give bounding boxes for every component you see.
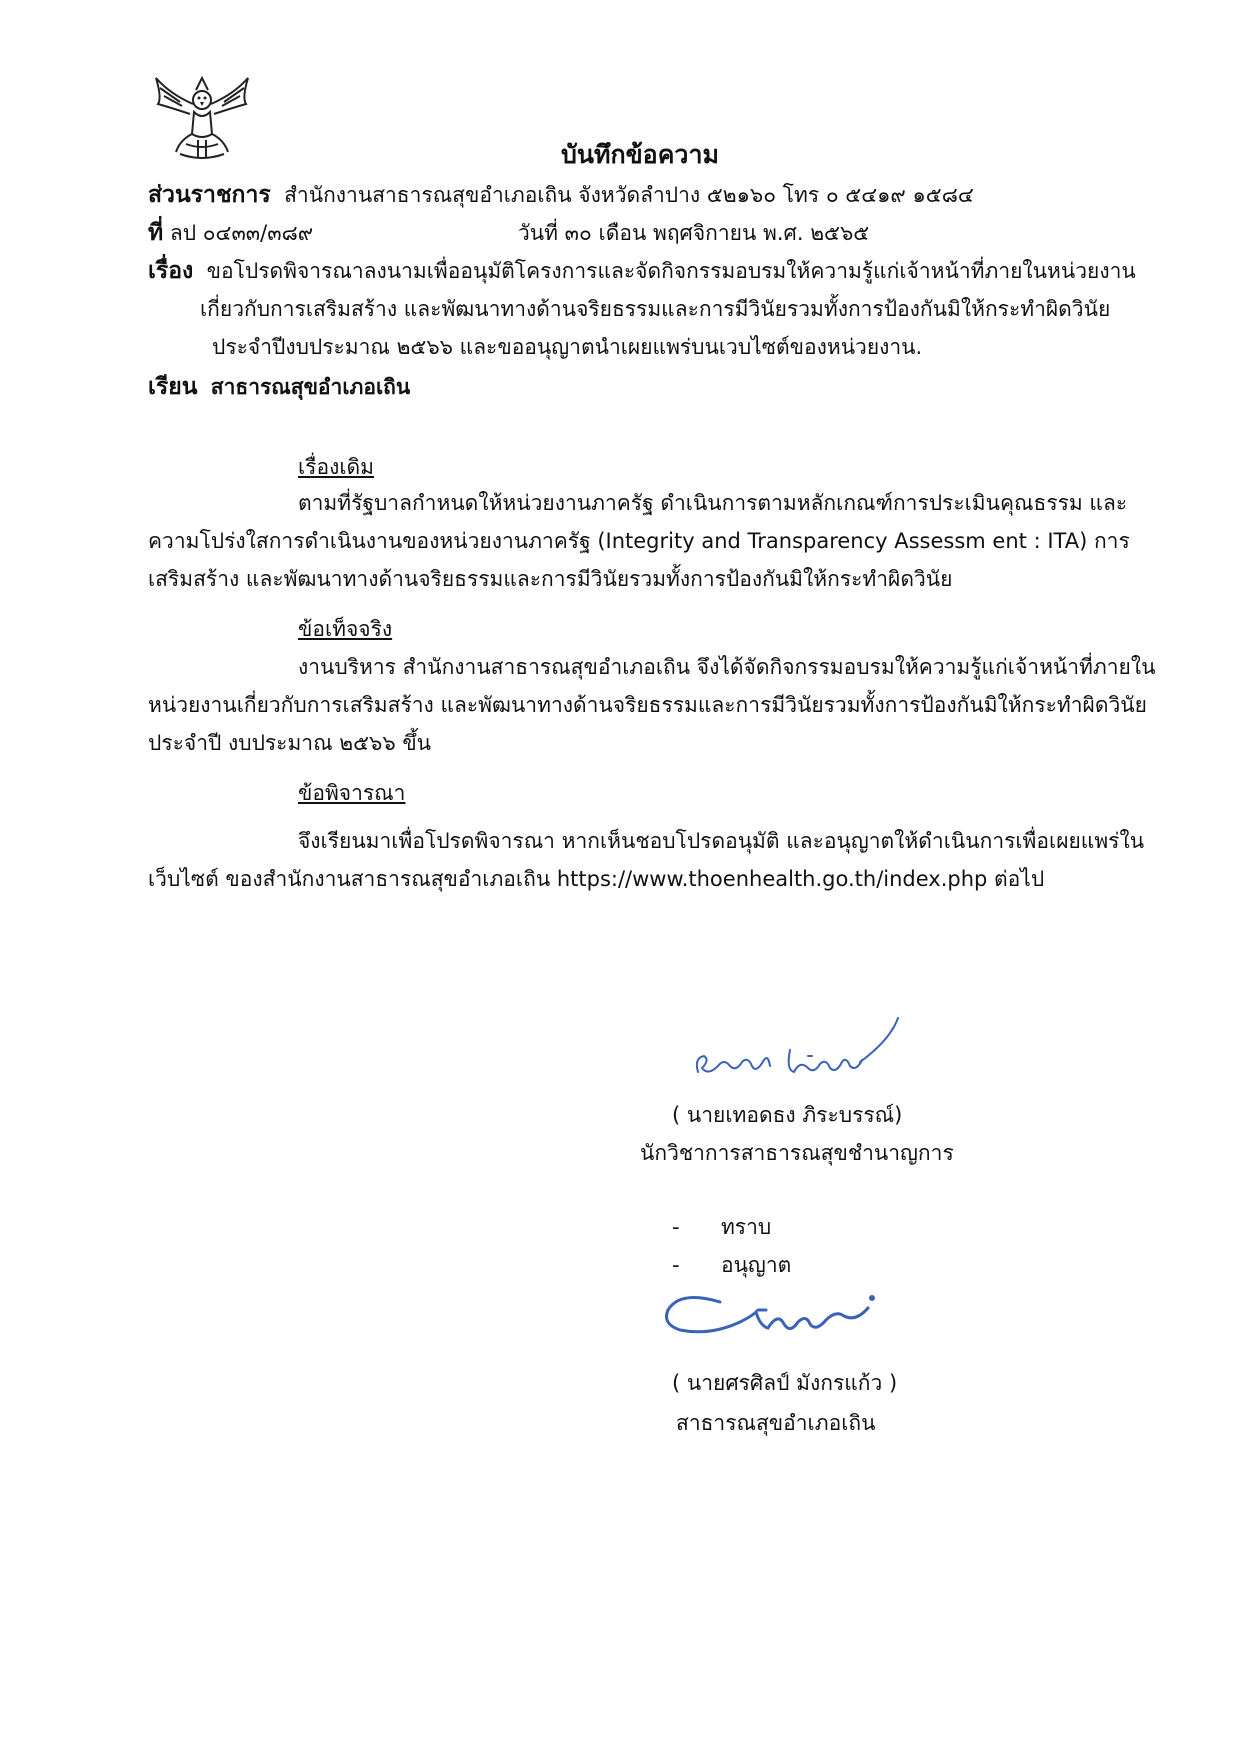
signer-2-name: ( นายศรศิลป์ มังกรแก้ว ) xyxy=(672,1371,898,1395)
facts-line-1: งานบริหาร สำนักงานสาธารณสุขอำเภอเถิน จึงได้จัดกิจกรรมอบรมให้ความรู้แก่เจ้าหน้าที่ภายใน xyxy=(298,655,1156,679)
org-line xyxy=(148,180,974,210)
memo-title: บันทึกข้อความ xyxy=(561,140,719,169)
approval-text: ทราบ xyxy=(720,1215,772,1239)
background-heading: เรื่องเดิม xyxy=(298,455,374,479)
date-value: วันที่ ๓๐ เดือน พฤศจิกายน พ.ศ. ๒๕๖๕ xyxy=(518,221,870,245)
org-value: สำนักงานสาธารณสุขอำเภอเถิน จังหวัดลำปาง ๕๒๑๖๐ โทร ๐ ๕๔๑๙ ๑๕๘๔ xyxy=(284,183,974,207)
subject-text-1: ขอโปรดพิจารณาลงนามเพื่ออนุมัติโครงการและจัดกิจกรรมอบรมให้ความรู้แก่เจ้าหน้าที่ภายในหน่วยงาน xyxy=(206,259,1136,283)
subject-line-1 xyxy=(148,256,1136,286)
consideration-line-1: จึงเรียนมาเพื่อโปรดพิจารณา หากเห็นชอบโปรดอนุมัติ และอนุญาตให้ดำเนินการเพื่อเผยแพร่ใน xyxy=(298,829,1145,853)
facts-heading: ข้อเท็จจริง xyxy=(298,617,393,641)
ref-label: ที่ xyxy=(148,220,164,246)
subject-text-2: เกี่ยวกับการเสริมสร้าง และพัฒนาทางด้านจริยธรรมและการมีวินัยรวมทั้งการป้องกันมิให้กระทำผิดวินัย xyxy=(200,297,1111,321)
consideration-heading: ข้อพิจารณา xyxy=(298,781,406,805)
to-line xyxy=(148,372,410,402)
subject-label: เรื่อง xyxy=(148,258,194,284)
org-label: ส่วนราชการ xyxy=(148,182,271,208)
consideration-line-2: เว็บไซต์ ของสำนักงานสาธารณสุขอำเภอเถิน https://www.thoenhealth.go.th/index.php ต่อไป xyxy=(148,867,1045,891)
ref-value: ลป ๐๔๓๓/๓๘๙ xyxy=(169,221,314,245)
ref-line xyxy=(148,218,313,248)
signer-2-position: สาธารณสุขอำเภอเถิน xyxy=(676,1411,876,1435)
signature-1-image xyxy=(690,1010,930,1090)
to-label: เรียน xyxy=(148,374,198,400)
approval-dash: - xyxy=(672,1215,680,1239)
signer-1-name: ( นายเทอดธง ภิระบรรณ์) xyxy=(672,1103,903,1127)
background-line-3: เสริมสร้าง และพัฒนาทางด้านจริยธรรมและการมีวินัยรวมทั้งการป้องกันมิให้กระทำผิดวินัย xyxy=(148,567,953,591)
approval-text: อนุญาต xyxy=(720,1253,792,1277)
subject-text-3: ประจำปีงบประมาณ ๒๕๖๖ และขออนุญาตนำเผยแพร่บนเวบไซต์ของหน่วยงาน. xyxy=(212,335,923,359)
signer-1-position: นักวิชาการสาธารณสุขชำนาญการ xyxy=(640,1141,954,1165)
facts-line-2: หน่วยงานเกี่ยวกับการเสริมสร้าง และพัฒนาทางด้านจริยธรรมและการมีวินัยรวมทั้งการป้องกันมิให้กระทำผิดวินัย xyxy=(148,693,1147,717)
to-value: สาธารณสุขอำเภอเถิน xyxy=(210,375,411,399)
approval-item xyxy=(672,1212,771,1242)
facts-line-3: ประจำปี งบประมาณ ๒๕๖๖ ขึ้น xyxy=(148,731,432,755)
background-line-2: ความโปร่งใสการดำเนินงานของหน่วยงานภาครัฐ (Integrity and Transparency Assessm ent : ITA) การ xyxy=(148,529,1130,553)
approval-item xyxy=(672,1250,791,1280)
signature-2-image xyxy=(660,1282,900,1362)
approval-dash: - xyxy=(672,1253,680,1277)
background-line-1: ตามที่รัฐบาลกำหนดให้หน่วยงานภาครัฐ ดำเนินการตามหลักเกณฑ์การประเมินคุณธรรม และ xyxy=(298,491,1128,515)
